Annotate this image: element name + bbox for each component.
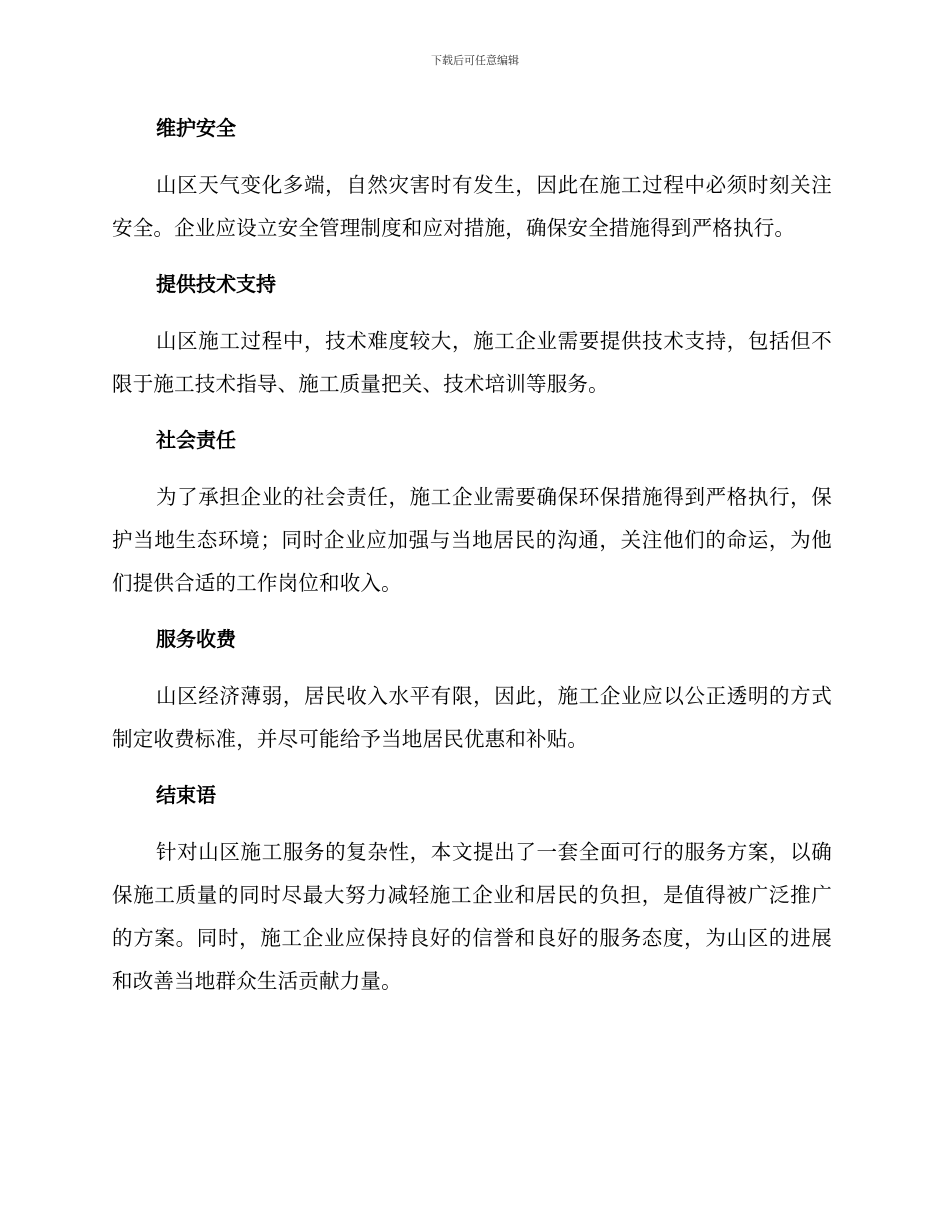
section-paragraph: 山区天气变化多端，自然灾害时有发生，因此在施工过程中必须时刻关注安全。企业应设立安全管理制度和应对措施，确保安全措施得到严格执行。 <box>112 173 832 240</box>
page-header: 下载后可任意编辑 <box>431 54 519 67</box>
section-heading: 提供技术支持 <box>156 272 276 296</box>
section-heading: 社会责任 <box>156 428 236 452</box>
section-paragraph: 山区经济薄弱，居民收入水平有限，因此，施工企业应以公正透明的方式制定收费标准，并尽可能给予当地居民优惠和补贴。 <box>112 684 832 751</box>
section-heading: 结束语 <box>156 783 216 807</box>
section-heading: 维护安全 <box>156 116 236 140</box>
section-paragraph: 山区施工过程中，技术难度较大，施工企业需要提供技术支持，包括但不限于施工技术指导、施工质量把关、技术培训等服务。 <box>112 329 832 396</box>
section-paragraph: 针对山区施工服务的复杂性，本文提出了一套全面可行的服务方案，以确保施工质量的同时尽最大努力减轻施工企业和居民的负担，是值得被广泛推广的方案。同时，施工企业应保持良好的信誉和良好的服务态度，为山区的进展和改善当地群众生活贡献力量。 <box>112 840 832 993</box>
section-tech-support <box>112 264 832 406</box>
section-heading: 服务收费 <box>156 627 236 651</box>
section-paragraph: 为了承担企业的社会责任，施工企业需要确保环保措施得到严格执行，保护当地生态环境；同时企业应加强与当地居民的沟通，关注他们的命运，为他们提供合适的工作岗位和收入。 <box>112 485 832 595</box>
section-safety <box>112 108 832 250</box>
section-social-responsibility <box>112 420 832 605</box>
section-service-fees <box>112 619 832 761</box>
document-content <box>112 108 832 1017</box>
section-conclusion <box>112 775 832 1003</box>
